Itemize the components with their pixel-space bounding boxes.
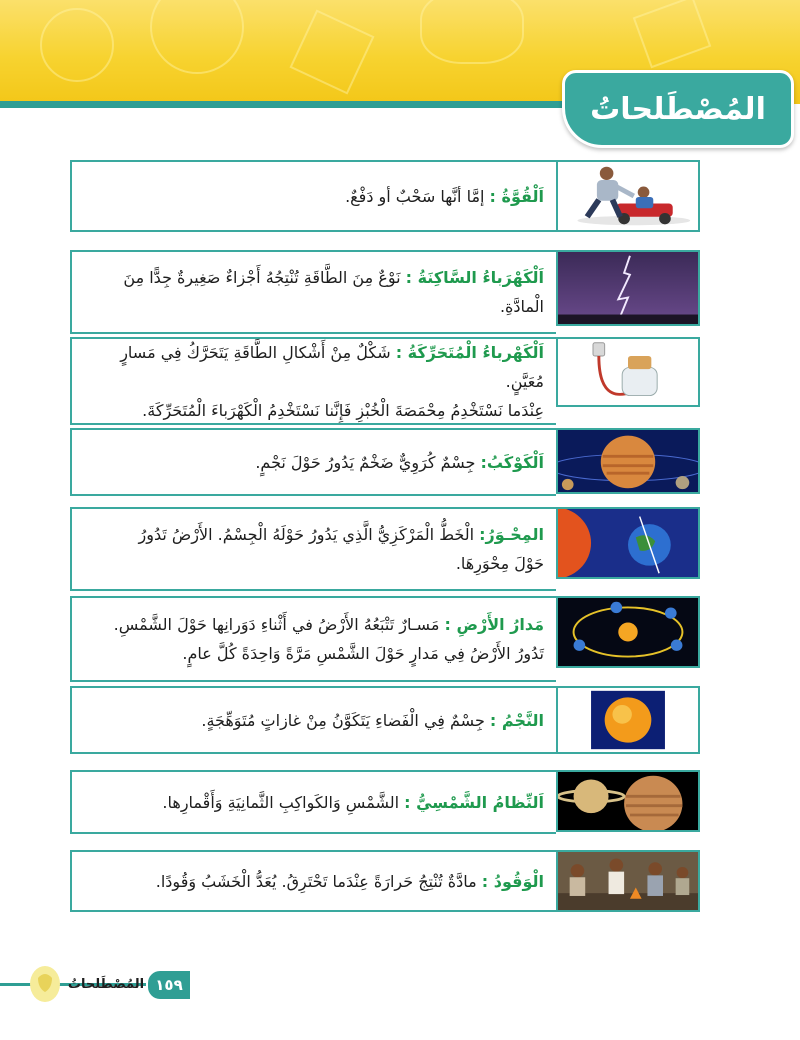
glossary-definition: مَسـارٌ تَتْبَعُهُ الأَرْضُ في أَثْناءِ دَوَرانِها حَوْلَ الشَّمْسِ. bbox=[113, 615, 440, 634]
header-decoration bbox=[289, 9, 374, 94]
planet-image bbox=[556, 428, 700, 494]
glossary-text bbox=[82, 339, 544, 423]
page-number: ١٥٩ bbox=[155, 976, 183, 994]
glossary-term: اَلْكَوْكَبُ: bbox=[480, 452, 544, 472]
header-decoration bbox=[150, 0, 244, 74]
glossary-text bbox=[82, 772, 544, 832]
earth-sun-image bbox=[556, 507, 700, 579]
glossary-entry bbox=[70, 850, 556, 912]
header-decoration bbox=[420, 0, 524, 64]
glossary-term: الْوَقُودُ : bbox=[481, 871, 544, 891]
page-number-badge bbox=[146, 969, 192, 1001]
earth-orbit-image bbox=[556, 596, 700, 668]
header-decoration bbox=[40, 8, 114, 82]
glossary-definition: الشَّمْسِ وَالكَواكِبِ الثَّمانِيَةِ وَأَقْمارِها. bbox=[162, 792, 400, 812]
glossary-term: مَدارُ الأَرْضِ : bbox=[444, 615, 544, 634]
glossary-term: المِحْـوَرُ: bbox=[479, 525, 544, 544]
glossary-entry bbox=[70, 160, 556, 232]
glossary-entry bbox=[70, 507, 556, 591]
page-title-tab bbox=[562, 70, 794, 148]
glossary-text bbox=[82, 598, 544, 680]
glossary-definition: الْخَطُّ الْمَرْكَزِيُّ الَّذِي يَدُورُ حَوْلَهُ الْجِسْمُ. الأَرْضُ تَدُورُ bbox=[138, 525, 475, 544]
glossary-definition: جِسْمٌ فِي الْفَضاءِ يَتَكَوَّنُ مِنْ غازاتٍ مُتَوَهِّجَةٍ. bbox=[201, 710, 485, 730]
star-image bbox=[556, 686, 700, 754]
glossary-definition: إمَّا أنَّها سَحْبٌ أو دَفْعٌ. bbox=[345, 186, 485, 206]
glossary-definition: مادَّةٌ تُنْتِجُ حَرارَةً عِنْدَما تَحْتَرِقُ. يُعَدُّ الْخَشَبُ وَقُودًا. bbox=[155, 871, 477, 891]
boy-pushing-cart-image bbox=[556, 160, 700, 232]
glossary-entry bbox=[70, 596, 556, 682]
glossary-definition: جِسْمٌ كُرَوِيٌّ ضَخْمٌ يَدُورُ حَوْلَ نَجْمٍ. bbox=[255, 452, 476, 472]
glossary-text bbox=[82, 509, 544, 589]
glossary-entry bbox=[70, 428, 556, 496]
glossary-definition-line: تَدُورُ الأَرْضُ فِي مَدارٍ حَوْلَ الشَّمْسِ مَرَّةً وَاحِدَةً كُلَّ عامٍ. bbox=[182, 644, 544, 663]
header-decoration bbox=[633, 0, 712, 68]
glossary-entry bbox=[70, 250, 556, 334]
campfire-image bbox=[556, 850, 700, 912]
publisher-logo-icon bbox=[28, 958, 62, 1004]
glossary-text bbox=[82, 852, 544, 910]
glossary-definition-line: عِنْدَما نَسْتَخْدِمُ مِحْمَصَةَ الْخُبْزِ فَإِنَّنا نَسْتَخْدِمُ الْكَهْرَباءَ الْمُتَحَرِّكَةَ. bbox=[142, 400, 544, 420]
glossary-definition: نَوْعٌ مِنَ الطَّاقَةِ تُنْتِجُهُ أَجْزاءٌ صَغِيرةٌ جِدًّا مِنَ bbox=[123, 268, 401, 287]
glossary-text bbox=[82, 252, 544, 332]
toaster-image bbox=[556, 337, 700, 407]
glossary-text bbox=[82, 162, 544, 230]
page-title: المُصْطَلحاتُ bbox=[590, 91, 766, 127]
glossary-term: النَّجْمُ : bbox=[489, 710, 544, 730]
solar-system-image bbox=[556, 770, 700, 832]
lightning-image bbox=[556, 250, 700, 326]
glossary-definition-line: الْمادَّةِ. bbox=[499, 297, 544, 316]
glossary-term: اَلْكَهْرَباءُ السَّاكِنَةُ : bbox=[405, 268, 544, 287]
glossary-definition-line: حَوْلَ مِحْوَرِهَا. bbox=[455, 554, 544, 573]
glossary-entry bbox=[70, 337, 556, 425]
glossary-term: اَلنِّظامُ الشَّمْسِيُّ : bbox=[404, 792, 544, 812]
glossary-entry bbox=[70, 770, 556, 834]
glossary-text bbox=[82, 688, 544, 752]
glossary-term: اَلْقُوَّةُ : bbox=[489, 186, 544, 206]
footer-section-label: المُصْطَلحاتُ bbox=[67, 976, 145, 992]
glossary-definition: شَكْلٌ مِنْ أَشْكالِ الطَّاقَةِ يَتَحَرَّكُ فِي مَسارٍ مُعَيَّنٍ. bbox=[120, 342, 544, 391]
glossary-term: اَلْكَهْرباءُ الْمُتَحَرِّكَةُ : bbox=[395, 342, 544, 362]
glossary-entry bbox=[70, 686, 556, 754]
glossary-text bbox=[82, 430, 544, 494]
